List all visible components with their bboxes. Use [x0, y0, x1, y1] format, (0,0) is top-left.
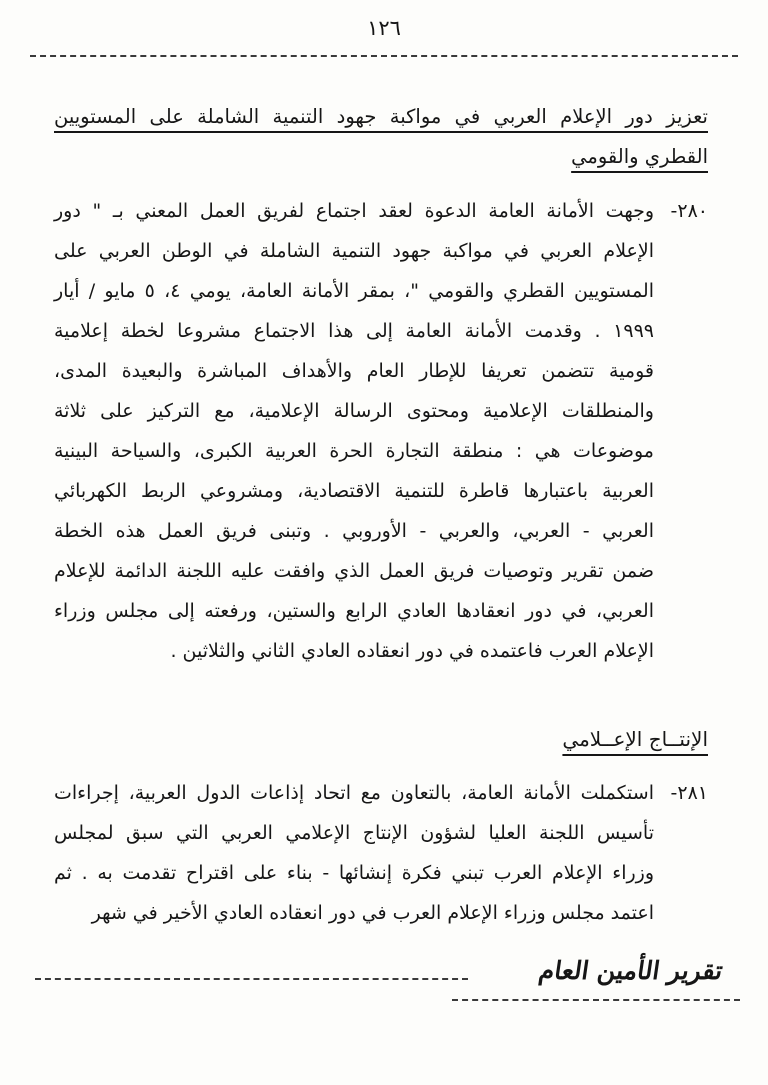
- text-line: والمنطلقات الإعلامية ومحتوى الرسالة الإعلامية، مع التركيز على ثلاثة: [54, 400, 654, 422]
- text-line: موضوعات هي : منطقة التجارة الحرة العربية الكبرى، والسياحة البينية: [54, 440, 654, 462]
- text-line: العربي - العربي، والعربي - الأوروبي . وتبنى فريق العمل هذه الخطة: [54, 520, 654, 542]
- paragraph-281: [54, 773, 708, 933]
- text-line: قومية تتضمن تعريفا للإطار العام والأهداف المباشرة والبعيدة المدى،: [54, 360, 654, 382]
- text-line: وجهت الأمانة العامة الدعوة لعقد اجتماع لفريق العمل المعني بـ " دور: [54, 200, 654, 222]
- text-line: الإعلام العرب فاعتمده في دور انعقاده العادي الثاني والثلاثين .: [170, 640, 654, 662]
- paragraph-body: [54, 773, 654, 933]
- top-divider: [30, 55, 738, 57]
- text-line: استكملت الأمانة العامة، بالتعاون مع اتحاد إذاعات الدول العربية، إجراءات: [54, 782, 654, 804]
- page-content: [0, 97, 768, 933]
- paragraph-number: ٢٨٠-: [670, 200, 708, 222]
- paragraph-280: [54, 191, 708, 671]
- text-line: العربي، في دور انعقادها العادي الرابع والستين، ورفعته إلى مجلس وزراء: [54, 600, 654, 622]
- text-line: ضمن تقرير وتوصيات فريق العمل الذي وافقت عليه اللجنة الدائمة للإعلام: [54, 560, 654, 582]
- footer-divider-secondary: [452, 999, 740, 1001]
- handwritten-signature: تقرير الأمين العام: [535, 956, 722, 985]
- footer-divider: [35, 978, 468, 980]
- paragraph-body: [54, 191, 654, 671]
- text-line: تأسيس اللجنة العليا لشؤون الإنتاج الإعلامي العربي التي سبق لمجلس: [54, 822, 654, 844]
- text-line: الإعلام العربي في مواكبة جهود التنمية الشاملة في الوطن العربي على: [54, 240, 654, 262]
- text-line: وزراء الإعلام العرب تبني فكرة إنشائها - بناء على اقتراح تقدمت به . ثم: [54, 862, 654, 884]
- text-line: العربية باعتبارها قاطرة للتنمية الاقتصادية، ومشروعي الربط الكهربائي: [54, 480, 654, 502]
- text-line: اعتمد مجلس وزراء الإعلام العرب في دور انعقاده العادي الأخير في شهر: [91, 902, 654, 924]
- text-line: القطري والقومي: [571, 145, 708, 168]
- text-line: المستويين القطري والقومي "، بمقر الأمانة العامة، يومي ٤، ٥ مايو / أيار: [54, 280, 655, 302]
- subheading-text: الإنتــاج الإعــلامي: [562, 727, 708, 751]
- subheading-media-production: [54, 719, 708, 759]
- text-line: ١٩٩٩ . وقدمت الأمانة العامة إلى هذا الاجتماع مشروعا لخطة إعلامية: [54, 320, 654, 342]
- text-line: تعزيز دور الإعلام العربي في مواكبة جهود التنمية الشاملة على المستويين: [54, 105, 708, 128]
- page-number: ١٢٦: [367, 16, 401, 40]
- paragraph-number: ٢٨١-: [670, 782, 708, 804]
- section-heading: [54, 97, 708, 177]
- page-footer: [0, 952, 768, 1022]
